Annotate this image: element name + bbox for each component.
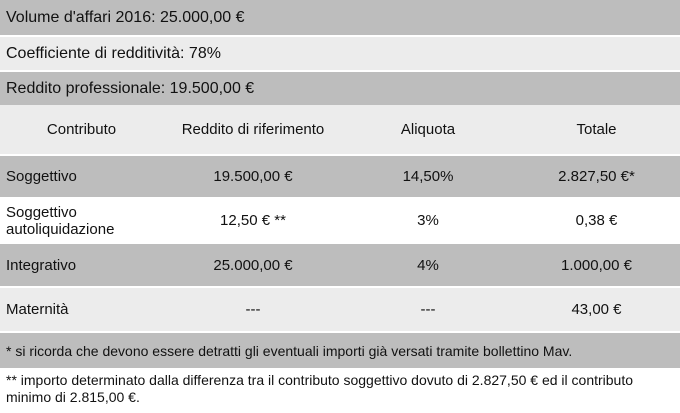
profitability-coefficient-text: Coefficiente di redditività: 78% — [6, 44, 221, 62]
header-contributo: Contributo — [0, 105, 163, 155]
cell-reddito: 19.500,00 € — [163, 155, 343, 198]
professional-income-row — [0, 72, 680, 105]
table-row — [0, 198, 680, 243]
header-reddito-riferimento: Reddito di riferimento — [163, 105, 343, 155]
cell-contributo: Maternità — [0, 287, 163, 331]
cell-aliquota: 14,50% — [343, 155, 513, 198]
business-volume-row — [0, 0, 680, 35]
business-volume-text: Volume d'affari 2016: 25.000,00 € — [6, 8, 245, 26]
cell-aliquota: --- — [343, 287, 513, 331]
header-aliquota: Aliquota — [343, 105, 513, 155]
cell-reddito: 12,50 € ** — [163, 198, 343, 243]
cell-contributo: Soggettivo autoliquidazione — [0, 198, 163, 243]
contribution-table — [0, 105, 680, 331]
cell-totale: 2.827,50 €* — [513, 155, 680, 198]
professional-income-text: Reddito professionale: 19.500,00 € — [6, 79, 255, 97]
cell-totale: 1.000,00 € — [513, 243, 680, 287]
cell-reddito: --- — [163, 287, 343, 331]
cell-totale: 43,00 € — [513, 287, 680, 331]
minimum-contribution-footnote: ** importo determinato dalla differenza tra il contributo soggettivo dovuto di 2.827,50 € ed il contributo minimo di 2.815,00 €. — [6, 372, 634, 405]
table-row — [0, 155, 680, 198]
table-row — [0, 287, 680, 331]
header-totale: Totale — [513, 105, 680, 155]
mav-footnote-text: * si ricorda che devono essere detratti gli eventuali importi già versati tramite bollettino Mav. — [6, 342, 573, 359]
mav-footnote — [0, 333, 680, 368]
table-header-row — [0, 105, 680, 155]
profitability-coefficient-row — [0, 37, 680, 70]
cell-reddito: 25.000,00 € — [163, 243, 343, 287]
cell-totale: 0,38 € — [513, 198, 680, 243]
table-row — [0, 243, 680, 287]
cell-contributo: Integrativo — [0, 243, 163, 287]
cell-aliquota: 3% — [343, 198, 513, 243]
cell-contributo: Soggettivo — [0, 155, 163, 198]
cell-aliquota: 4% — [343, 243, 513, 287]
